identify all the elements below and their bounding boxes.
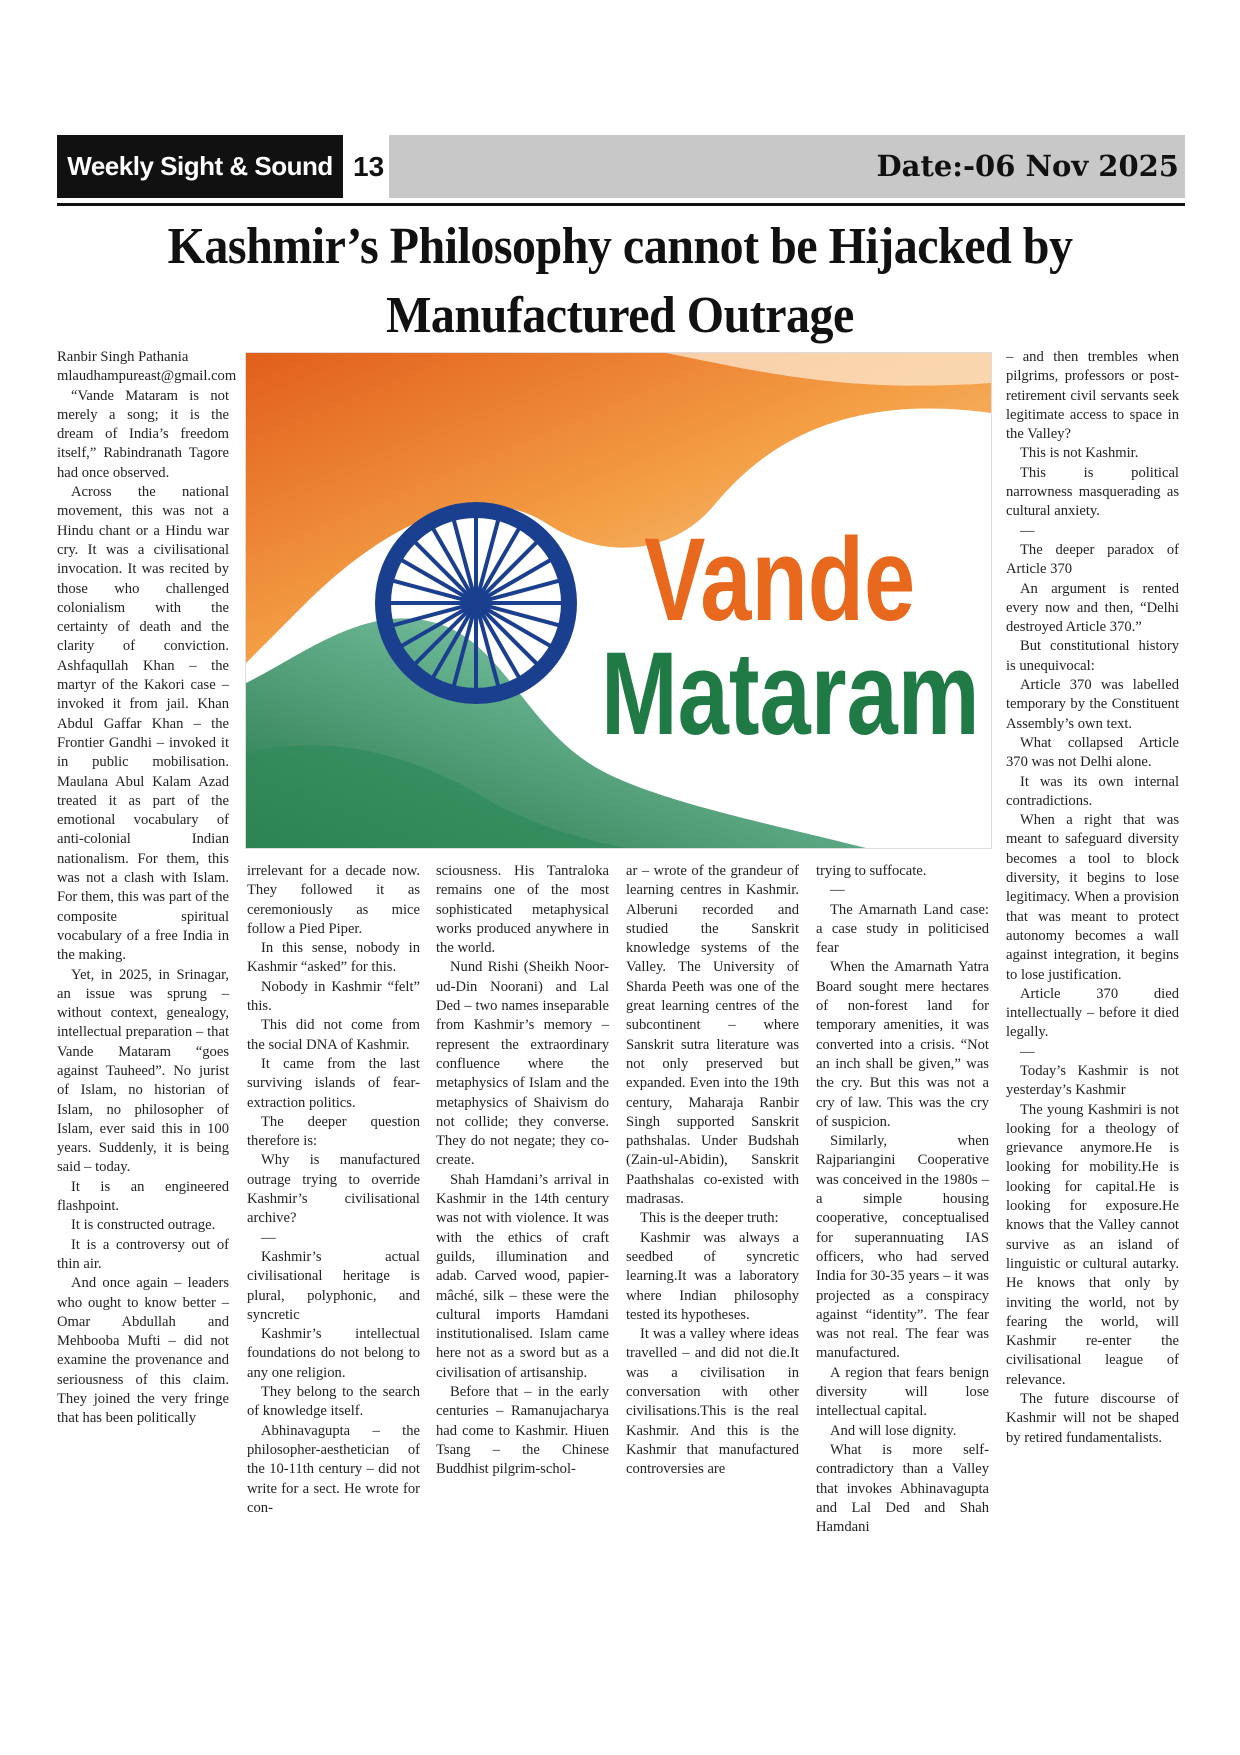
paragraph: This is political narrowness masquerading as cultural anxiety. [1006, 464, 1179, 520]
paragraph: Kashmir was always a seedbed of syncretic learning.It was a laboratory where Indian philosophy tested its hypotheses. [626, 1229, 799, 1323]
article-headline: Kashmir’s Philosophy cannot be Hijacked by Manufactured Outrage [167, 217, 1073, 344]
paragraph: They belong to the search of knowledge itself. [247, 1384, 420, 1420]
paragraph: In this sense, nobody in Kashmir “asked” for this. [247, 940, 420, 976]
paragraph: Shah Hamdani’s arrival in Kashmir in the 14th century was not with violence. It was with the ethics of craft guilds, illumination and adab. Carved wood, papier-mâché, silk – these were the cultural imports Hamdani institutionalised. Islam came here not as a sword but as a civilisation of artisanship. [436, 1171, 609, 1381]
paragraph: Abhinavagupta – the philosopher-aesthetician of the 10-11th century – did not write for a sect. He wrote for con- [247, 1422, 420, 1516]
paragraph: trying to suffocate. [816, 863, 927, 879]
paragraph: Kashmir’s actual civilisational heritage is plural, polyphonic, and syncretic [247, 1248, 420, 1323]
paragraph: Article 370 died intellectually – before it died legally. [1006, 985, 1179, 1041]
paragraph: It is a controversy out of thin air. [57, 1236, 229, 1272]
paragraph: The deeper paradox of Article 370 [1006, 541, 1179, 578]
article-column-5 [816, 862, 989, 1537]
paragraph: Across the national movement, this was not a Hindu chant or a Hindu war cry. It was a civilisational invocation. It was recited by those who challenged colonialism with the certainty of death and the clarity of conviction. Ashfaqullah Khan – the martyr of the Kakori case – invoked it from jail. Khan Abdul Gaffar Khan – the Frontier Gandhi – invoked it in public mobilisation. Maulana Abul Kalam Azad treated it as part of the emotional vocabulary of anti-colonial Indian nationalism. For them, this was not a clash with Islam. For them, this was part of the composite spiritual vocabulary of a free India in the making. [57, 484, 229, 964]
paragraph: Nund Rishi (Sheikh Noor-ud-Din Noorani) and Lal Ded – two names inseparable from Kashmir’s memory – represent the extraordinary confluence where the metaphysics of Islam and the metaphysics of Shaivism do not collide; they converse. They do not negate; they co-create. [436, 959, 609, 1169]
masthead-rule [57, 203, 1185, 206]
image-text-mataram: Mataram [601, 628, 980, 760]
masthead-bar [389, 135, 1185, 198]
paragraph: It is constructed outrage. [71, 1217, 216, 1234]
paragraph: It came from the last surviving islands of fear-extraction politics. [247, 1055, 420, 1111]
paragraph: This did not come from the social DNA of Kashmir. [247, 1017, 420, 1053]
section-divider: — [1020, 1043, 1035, 1060]
section-divider: — [261, 1229, 276, 1246]
publication-name: Weekly Sight & Sound [57, 135, 343, 198]
paragraph: Ranbir Singh Pathania [57, 349, 189, 365]
paragraph: mlaudhampureast@gmail.com [57, 368, 237, 385]
paragraph: Yet, in 2025, in Srinagar, an issue was sprung – without context, genealogy, intellectual preparation – that Vande Mataram “goes against Tauheed”. No jurist of Islam, no historian of Islam, no philosopher of Islam, ever said this in 100 years. Suddenly, it is being said – today. [57, 966, 229, 1176]
paragraph: sciousness. His Tantraloka remains one of the most sophisticated metaphysical works produced anywhere in the world. [436, 863, 609, 957]
article-column-2 [247, 862, 420, 1518]
paragraph: The Amarnath Land case: a case study in politicised fear [816, 901, 989, 957]
paragraph: “Vande Mataram is not merely a song; it is the dream of India’s freedom itself,” Rabindranath Tagore had once observed. [57, 387, 229, 481]
paragraph: This is the deeper truth: [640, 1210, 779, 1227]
paragraph: When the Amarnath Yatra Board sought mere hectares of non-forest land for temporary amenities, it was converted into a crisis. “Not an inch shall be given,” was the cry. But this was not a cry of law. This was the cry of suspicion. [816, 959, 989, 1130]
paragraph: Article 370 was labelled temporary by the Constituent Assembly’s own text. [1006, 677, 1179, 732]
paragraph: Today’s Kashmir is not yesterday’s Kashmir [1006, 1062, 1179, 1099]
section-divider: — [830, 882, 845, 899]
paragraph: ar – wrote of the grandeur of learning centres in Kashmir. Alberuni recorded and studied the Sanskrit knowledge systems of the Valley. The University of Sharda Peeth was one of the great learning centres of the subcontinent – where Sanskrit sutra literature was not only preserved but expanded. Even into the 19th century, Maharaja Ranbir Singh supported Sanskrit pathshalas. Under Budshah (Zain-ul-Abidin), Sanskrit Paathshalas co-existed with madrasas. [626, 863, 799, 1208]
paragraph: An argument is rented every now and then, “Delhi destroyed Article 370.” [1006, 580, 1179, 636]
article-column-1 [57, 348, 237, 1429]
paragraph: And once again – leaders who ought to know better – Omar Abdullah and Mehbooba Mufti – did not examine the provenance and seriousness of this claim. They joined the very fringe that has been politically [57, 1275, 229, 1427]
paragraph: The deeper question therefore is: [247, 1113, 420, 1150]
paragraph: irrelevant for a decade now. They followed it as ceremoniously as mice follow a Pied Piper. [247, 863, 420, 937]
masthead [57, 135, 1185, 198]
paragraph: And will lose dignity. [830, 1422, 957, 1439]
article-column-4 [626, 862, 799, 1480]
paragraph: Why is manufactured outrage trying to override Kashmir’s civilisational archive? [247, 1152, 420, 1227]
paragraph: – and then trembles when pilgrims, professors or post-retirement civil servants seek legitimate access to space in the Valley? [1006, 349, 1179, 443]
article-column-3 [436, 862, 609, 1480]
paragraph: This is not Kashmir. [1020, 445, 1139, 462]
section-divider: — [1020, 522, 1035, 539]
article-column-6 [1006, 348, 1179, 1448]
paragraph: It was its own internal contradictions. [1006, 773, 1179, 809]
image-text-vande: Vande [644, 514, 916, 646]
page-number: 13 [353, 151, 385, 182]
ashoka-chakra-icon [383, 510, 569, 696]
paragraph: Similarly, when Rajpariangini Cooperative was conceived in the 1980s – a simple housing cooperative, conceptualised for superannuating IAS officers, who had served India for 30-35 years – it was projected as a conspiracy against “identity”. The fear was not real. The fear was manufactured. [816, 1133, 989, 1362]
paragraph: Kashmir’s intellectual foundations do not belong to any one religion. [247, 1326, 420, 1381]
paragraph: A region that fears benign diversity will lose intellectual capital. [816, 1364, 989, 1420]
paragraph: Before that – in the early centuries – Ramanujacharya had come to Kashmir. Hiuen Tsang – the Chinese Buddhist pilgrim-schol- [436, 1384, 609, 1478]
paragraph: Nobody in Kashmir “felt” this. [247, 978, 420, 1015]
paragraph: The young Kashmiri is not looking for a theology of grievance anymore.He is looking for mobility.He is looking for capital.He is looking for exposure.He knows that the Valley cannot survive as an island of linguistic or cultural autarky. He knows that only by inviting the world, not by fearing the world, will Kashmir re-enter the civilisational league of relevance. [1006, 1101, 1179, 1388]
vande-mataram-image [245, 352, 992, 849]
paragraph: The future discourse of Kashmir will not be shaped by retired fundamentalists. [1006, 1391, 1179, 1446]
paragraph: It is an engineered flashpoint. [57, 1178, 229, 1215]
issue-date: Date:-06 Nov 2025 [876, 149, 1179, 183]
paragraph: It was a valley where ideas travelled – and did not die.It was a civilisation in conversation with other civilisations.This is the real Kashmir. And this is the Kashmir that manufactured controversies are [626, 1326, 799, 1478]
paragraph: What is more self-contradictory than a Valley that invokes Abhinavagupta and Lal Ded and Shah Hamdani [816, 1441, 989, 1536]
paragraph: What collapsed Article 370 was not Delhi alone. [1006, 734, 1179, 771]
paragraph: When a right that was meant to safeguard diversity becomes a tool to block diversity, it begins to lose legitimacy. When a provision that was meant to protect autonomy becomes a wall against integration, it begins to lose justification. [1006, 812, 1179, 983]
paragraph: But constitutional history is unequivocal: [1006, 638, 1179, 674]
